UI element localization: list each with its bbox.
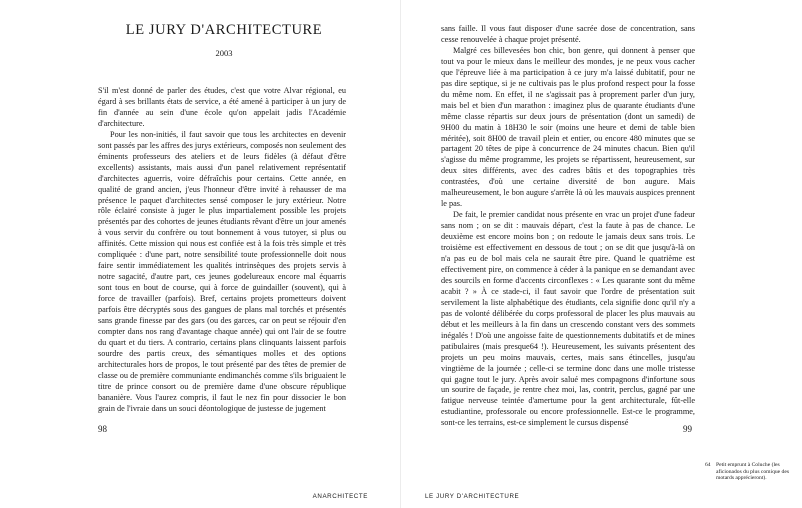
footnote-text: Petit emprunt à Coluche (les aficionados du plus comique des motards apprécieront). [716, 462, 790, 482]
paragraph: De fait, le premier candidat nous présente en vrac un projet d'une fadeur sans nom ; on se dit : mauvais départ, c'est la faute à pas de chance. Le deuxième est encore moins bon ; on redoute le jamais deux sans trois. Le troisième est effectivement en dessous de tout ; on se dit que jusqu'à-là on n'a pas eu de bol mais cela ne saurait être pire. Quand le quatrième est effectivement pire, on commence à céder à la panique en se demandant avec des sourcils en forme d'accents circonflexes : « Les quarante sont du même acabit ? » À ce stade-ci, il faut savoir que l'ordre de présentation suit servilement la liste alphabétique des étudiants, cela signifie donc qu'il n'y a pas de volonté délibérée du corps professoral de placer les plus mauvais au début et les meilleurs à la fin dans un crescendo constant vers des sommets inégalés ! D'où une angoisse faite de questionnements dubitatifs et de mines patibulaires (mais presque64 !). Heureusement, les suivants présentent des projets un peu moins mauvais, certes, mais sans étincelles, jusqu'au vingtième de la journée ; celle-ci se termine donc dans une molle tristesse qui gagne tout le jury. Après avoir salué mes compagnons d'infortune sous un sourire de façade, je rentre chez moi, las, contrit, perclus, gagné par une fatigue nerveuse teintée d'amertume pour la gent architecturale, fût-elle estudiantine, professorale ou encore professionnelle. Est-ce le programme, sont-ce les terrains, est-ce simplement le cursus dispensé [441, 210, 695, 428]
paragraph: Malgré ces billevesées bon chic, bon genre, qui donnent à penser que tout va pour le mieux dans le meilleur des mondes, je ne peux vous cacher que l'épreuve liée à ma participation à ce jury m'a laissé dubitatif, pour ne pas dire septique, si je ne cultivais pas le plus profond respect pour la fosse du même nom. En effet, il ne s'agissait pas à proprement parler d'un jury, mais bel et bien d'un marathon : imaginez plus de quarante étudiants d'une même classe répartis sur deux jours de présentation (dont un samedi) de 9H00 du matin à 18H30 le soir (moins une heure et demi de table bien méritée), soit 8H00 de travail plein et entier, ou encore 480 minutes que se partagent 20 têtes de pipe à concurrence de 24 minutes chacun. Bien qu'il s'agisse du même programme, les projets se répartissent, heureusement, sur deux sites différents, avec des cadres bâtis et des topographies très contrastées, d'où une certaine diversité de bon augure. Mais malheureusement, le bon augure s'arrête là où les mauvais auspices prennent le pas. [441, 45, 695, 209]
footnote-number: 64 [705, 462, 711, 468]
running-head-right: LE JURY D'ARCHITECTURE [425, 493, 520, 500]
running-head-left: ANARCHITECTE [312, 493, 368, 500]
page-number-right: 99 [683, 424, 692, 434]
footnote [705, 462, 795, 482]
page-number-left: 98 [98, 424, 107, 434]
right-page [401, 0, 802, 508]
chapter-year: 2003 [215, 48, 233, 58]
chapter-title: LE JURY D'ARCHITECTURE [125, 22, 323, 38]
paragraph: S'il m'est donné de parler des études, c'est que votre Alvar régional, eu égard à ses brillants états de service, a été amené à participer à un jury de fin d'année au sein d'une école qu'on appelait jadis l'Académie d'architecture. [98, 86, 346, 128]
right-body-text [441, 24, 695, 429]
left-body-text [98, 86, 346, 415]
paragraph: Pour les non-initiés, il faut savoir que tous les architectes en devenir sont passés par les affres des jurys extérieurs, composés non seulement des éminents professeurs des ateliers et de leurs fidèles (à défaut d'être excellents) assistants, mais aussi d'un panel relativement représentatif d'architectes aguerris, voire défraîchis pour certains. Cette année, en qualité de grand ancien, j'eus l'honneur d'être invité à rehausser de ma présence le paquet d'architectes sensé composer le jury extérieur. Notre rôle éclairé consiste à juger le plus impartialement possible les projets présentés par des cohortes de jeunes étudiants rêvant d'être un jour amenés à vous servir du confrère ou tout bonnement à vous tutoyer, si plus ou affinités. Cette mission qui nous est confiée est à la fois très simple et très compliquée : d'une part, notre sensibilité toute professionnelle doit nous faire sentir immédiatement les qualités intrinsèques des projets servis à notre sagacité, d'autre part, ces jeunes godelureaux encore mal équarris sont tous en bout de course, qui à force de guindailler (souvent), qui à force de travailler (parfois). Bref, certains projets prometteurs doivent parfois être décryptés sous des gangues de plans mal torchés et présentés sans grande finesse par des gars (ou des garces, car on peut se réjouir d'en compter dans nos rang d'avantage chaque année) qui ont l'air de se foutre du quart et du tiers. A contrario, certains plans clinquants laissent parfois sourdre des partis creux, des sémantiques molles et des options architecturales hors de propos, le tout présenté par des têtes de premier de classe ou de première communiante endimanchés comme s'ils briguaient le titre de prince consort ou de première dame d'une obscure république bananière. Vous l'aurez compris, il faut le nez fin pour dissocier le bon grain de l'ivraie dans un souci déontologique de justesse de jugement [98, 129, 346, 413]
paragraph: sans faille. Il vous faut disposer d'une sacrée dose de concentration, sans cesse renouvelée à chaque projet présenté. [441, 24, 695, 44]
